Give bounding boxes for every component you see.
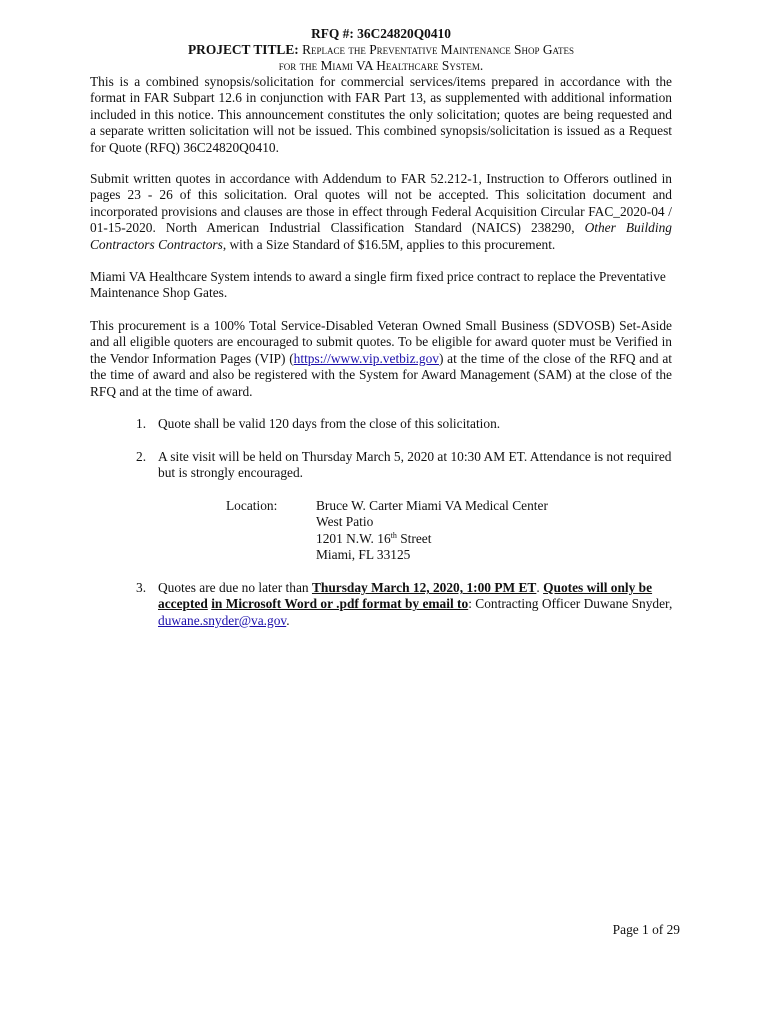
location-line4: Miami, FL 33125 (316, 547, 411, 562)
location-line2: West Patio (316, 514, 374, 529)
paragraph-submission-text-end: , with a Size Standard of $16.5M, applies to this procurement. (222, 236, 556, 252)
page-number: Page 1 of 29 (612, 922, 680, 937)
list-number: 1. (136, 416, 147, 431)
paragraph-synopsis: This is a combined synopsis/solicitation for commercial services/items prepared in accordance with the format in FAR Subpart 12.6 in conjunction with FAR Part 13, as supplemented with additional information included in this notice. This announcement constitutes the only solicitation; quotes are being requested and a separate written solicitation will not be issued. This combined synopsis/solicitation is issued as a Request for Quote (RFQ) 36C24820Q0410. (90, 74, 672, 155)
paragraph-intent: Miami VA Healthcare System intends to award a single firm fixed price contract to replace the Preventative Maintenance Shop Gates. (90, 269, 666, 301)
list-number: 2. (136, 449, 147, 464)
list-text: Quote shall be valid 120 days from the close of this solicitation. (158, 416, 501, 431)
accept-notice: Quotes will only be accepted (158, 580, 653, 612)
ordinal-suffix: th (390, 531, 397, 540)
paragraph-submission-text: Submit written quotes in accordance with Addendum to FAR 52.212-1, Instruction to Offerors outlined in pages 23 - 26 of this solicitation. Oral quotes will not be accepted. This solicitation document and incorporated provisions and clauses are those in effect through Federal Acquisition Circular FAC_2020-04 / 01-15-2020. North American Industrial Classification Standard (NAICS) 238290, (90, 171, 672, 236)
project-title (90, 42, 672, 58)
location-line1: Bruce W. Carter Miami VA Medical Center (316, 498, 548, 513)
project-title-line1: Replace the Preventative Maintenance Shop Gates (302, 42, 575, 57)
due-sep: . (536, 580, 544, 595)
location-line3 (316, 531, 431, 547)
set-aside-text: This procurement is a 100% Total Service-Disabled Veteran Owned Small Business (SDVOSB) Set-Aside and all eligible quoters are encouraged to submit quotes. To be eligible for award quoter must be Verified in the Vendor Information Pages (VIP) ( (90, 318, 672, 366)
project-title-line2: for the Miami VA Healthcare System. (278, 58, 484, 73)
list-text (158, 580, 676, 629)
format-notice: in Microsoft Word or .pdf format by email to (211, 596, 469, 612)
location-label: Location: (226, 498, 278, 513)
rfq-number: RFQ #: 36C24820Q0410 (311, 26, 451, 41)
naics-description: Other Building Contractors Contractors (90, 220, 672, 252)
set-aside-text-end: ) at the time of the close of the RFQ and at the time of award and also be registered with the System for Award Management (SAM) at the close of the RFQ and at the time of award. (90, 350, 672, 399)
due-text: Quotes are due no later than (158, 580, 312, 595)
location-street-number: 1201 N.W. 16 (316, 531, 391, 546)
project-title-label: PROJECT TITLE: (187, 42, 299, 57)
location-street-word: Street (396, 531, 432, 546)
due-date: Thursday March 12, 2020, 1:00 PM ET (311, 580, 537, 595)
paragraph-set-aside (90, 318, 672, 400)
list-number: 3. (136, 580, 147, 595)
list-text: A site visit will be held on Thursday March 5, 2020 at 10:30 AM ET. Attendance is not required but is strongly encouraged. (158, 449, 672, 481)
paragraph-submission (90, 171, 672, 253)
period: . (286, 612, 290, 628)
vip-link[interactable]: https://www.vip.vetbiz.gov (293, 350, 439, 366)
email-link[interactable]: duwane.snyder@va.gov (158, 612, 287, 628)
contact-text: : Contracting Officer Duwane Snyder, (468, 596, 673, 612)
